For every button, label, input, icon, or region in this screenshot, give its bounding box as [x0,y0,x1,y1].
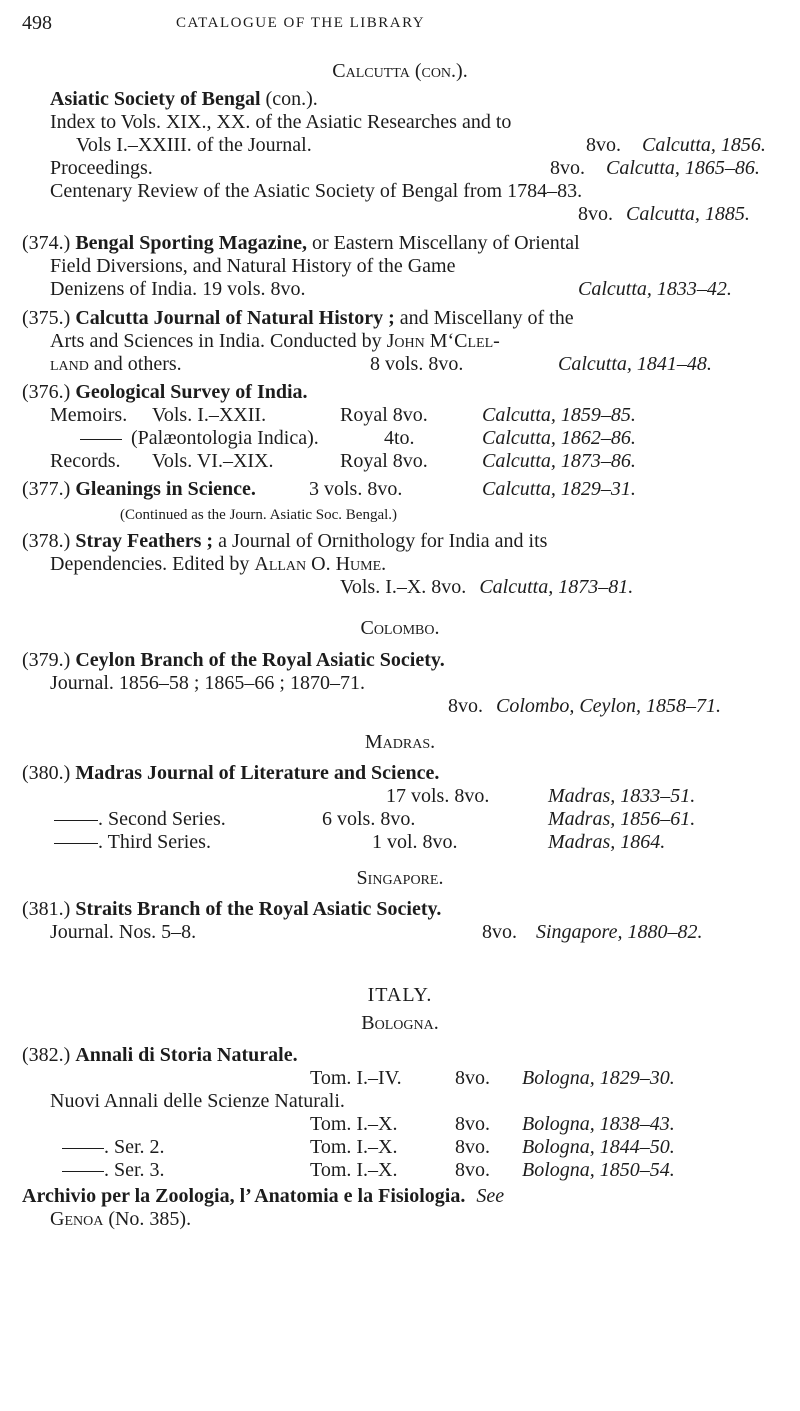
entry-asiatic-bengal-title [50,87,318,111]
entry-con: (con.). [260,88,318,110]
entry-374-line-2: Field Diversions, and Natural History of the Game [50,255,456,277]
catalogue-page: 498 CATALOGUE OF THE LIBRARY Calcutta (con.). Asiatic Society of Bengal (con.). Index to Vols. XIX., XX. of the Asiatic Researches and to Vols I.–XXIII. of the Journal. 8vo. Calcutta, 1856. Proceedings. 8vo. Calcutta, 1865–86. Centenary Review of the Asiatic Society of Bengal from 1784–83. 8vo. Calcutta, 1885. (374.) Bengal Sporting Magazine, or Eastern Miscellany of Oriental Field Diversions, and Natural History of the Game Denizens of India. 19 vols. 8vo. Calcutta, 1833–42. (375.) Calcutta Journal of Natural History ; and Miscellany of the Arts and Sciences in India. Conducted by John M‘Clel- land and others. 8 vols. 8vo. Calcutta, 1841–48. (376.) Geological Survey of India. Memoirs. Vols. I.–XXII. Royal 8vo. Calcutta, 1859–85. (Palæontologia Indica). 4to. Calcutta, 1862–86. Records. Vols. VI.–XIX. Royal 8vo. Calcutta, 1873–86. (377.) Gleanings in Science. 3 vols. 8vo. Calcutta, 1829–31. (Continued as the Journ. Asiatic Soc. Bengal.) (378.) Stray Feathers ; a Journal of Ornithology for India and its Dependencies. Edited by Allan O. Hume. Vols. I.–X. 8vo. Calcutta, 1873–81. Colombo. (379.) Ceylon Branch of the Royal Asiatic Society. Journal. 1856–58 ; 1865–66 ; 1870–71. 8vo. Colombo, Ceylon, 1858–71. Madras. (380.) Madras Journal of Literature and Science. 17 vols. 8vo. Madras, 1833–51. . Second Series. 6 vols. 8vo. Madras, 1856–61. . Third Series. 1 vol. 8vo. Madras, 1864. Singapore. (381.) Straits Branch of the Royal Asiatic Society. Journal. Nos. 5–8. 8vo. Singapore, 1880–82. ITALY. Bologna. (382.) Annali di Storia Naturale. Tom. I.–IV. 8vo. Bologna, 1829–30. Nuovi Annali delle Scienze Naturali. Tom. I.–X. 8vo. Bologna, 1838–43. . Ser. 2. Tom. I.–X. 8vo. Bologna, 1844–50. . Ser. 3. Tom. I.–X. 8vo. Bologna, 1850–54. Archivio per la Zoologia, l’ Anatomia e la Fisiologia. See Genoa (No. 385). [0,0,800,1411]
section-heading-bologna: Bologna. [361,1012,439,1034]
entry-377: (377.) Gleanings in Science. 3 vols. 8vo. Calcutta, 1829–31. [22,478,636,500]
entry-378: (378.) Stray Feathers ; a Journal of Ornithology for India and its [22,530,548,552]
entry-376-row-3: Records. Vols. VI.–XIX. Royal 8vo. Calcutta, 1873–86. [50,450,636,472]
ditto-dash [62,1148,104,1149]
entry-index-line: Index to Vols. XIX., XX. of the Asiatic Researches and to [50,111,512,133]
entry-376-row-1: Memoirs. Vols. I.–XXII. Royal 8vo. Calcutta, 1859–85. [50,404,636,426]
entry-375-line-2: Arts and Sciences in India. Conducted by John M‘Clel- [50,330,500,352]
entry-374-line-3: Denizens of India. 19 vols. 8vo. Calcutta, 1833–42. [50,278,732,300]
entry-380-row-3: . Third Series. 1 vol. 8vo. Madras, 1864. [50,830,780,854]
section-heading-colombo: Colombo. [360,617,440,639]
section-heading-madras: Madras. [364,731,436,753]
ditto-dash [54,820,98,821]
entry-378-line-2: Dependencies. Edited by Allan O. Hume. [50,553,387,575]
section-heading-calcutta: Calcutta (con.). [332,60,468,82]
entry-374: (374.) Bengal Sporting Magazine, or Eastern Miscellany of Oriental [22,232,580,254]
ditto-dash [54,843,98,844]
entry-381: (381.) Straits Branch of the Royal Asiatic Society. [22,898,442,920]
entry-379-line-2: Journal. 1856–58 ; 1865–66 ; 1870–71. [50,672,365,694]
entry-375-line-3: land and others. 8 vols. 8vo. Calcutta, 1841–48. [50,353,712,375]
entry-378-line-3: Vols. I.–X. 8vo. Calcutta, 1873–81. [340,576,634,598]
entry-379-line-3: 8vo. Colombo, Ceylon, 1858–71. [448,695,721,717]
entry-title: Asiatic Society of Bengal [50,88,261,110]
entry-centenary: Centenary Review of the Asiatic Society of Bengal from 1784–83. [50,180,583,202]
entry-382-row-4: . Ser. 3. Tom. I.–X. 8vo. Bologna, 1850–54. [50,1158,780,1182]
entry-380: (380.) Madras Journal of Literature and Science. [22,762,440,784]
running-title: CATALOGUE OF THE LIBRARY [176,15,426,31]
entry-379: (379.) Ceylon Branch of the Royal Asiatic Society. [22,649,445,671]
entry-376: (376.) Geological Survey of India. [22,381,308,403]
entry-archivio: Archivio per la Zoologia, l’ Anatomia e la Fisiologia. See [22,1185,505,1207]
entry-380-row-2: . Second Series. 6 vols. 8vo. Madras, 1856–61. [50,807,780,831]
entry-375: (375.) Calcutta Journal of Natural History ; and Miscellany of the [22,307,574,329]
entry-381-line-2: Journal. Nos. 5–8. 8vo. Singapore, 1880–82. [50,921,703,943]
section-heading-italy: ITALY. [367,984,433,1006]
entry-proceedings: Proceedings. 8vo. Calcutta, 1865–86. [50,157,760,179]
entry-377-note: (Continued as the Journ. Asiatic Soc. Bengal.) [120,507,398,523]
page-number: 498 [22,12,52,34]
entry-index-line-2: Vols I.–XXIII. of the Journal. 8vo. Calcutta, 1856. [76,134,766,156]
entry-382-nuovi: Nuovi Annali delle Scienze Naturali. [50,1090,345,1112]
entry-382: (382.) Annali di Storia Naturale. [22,1044,298,1066]
entry-376-row-2: (Palæontologia Indica). 4to. Calcutta, 1862–86. [50,426,780,450]
entry-archivio-ref: Genoa (No. 385). [50,1208,192,1230]
ditto-dash [80,439,122,440]
ditto-dash [62,1171,104,1172]
section-heading-singapore: Singapore. [356,867,444,889]
entry-382-row-3: . Ser. 2. Tom. I.–X. 8vo. Bologna, 1844–50. [50,1135,780,1159]
